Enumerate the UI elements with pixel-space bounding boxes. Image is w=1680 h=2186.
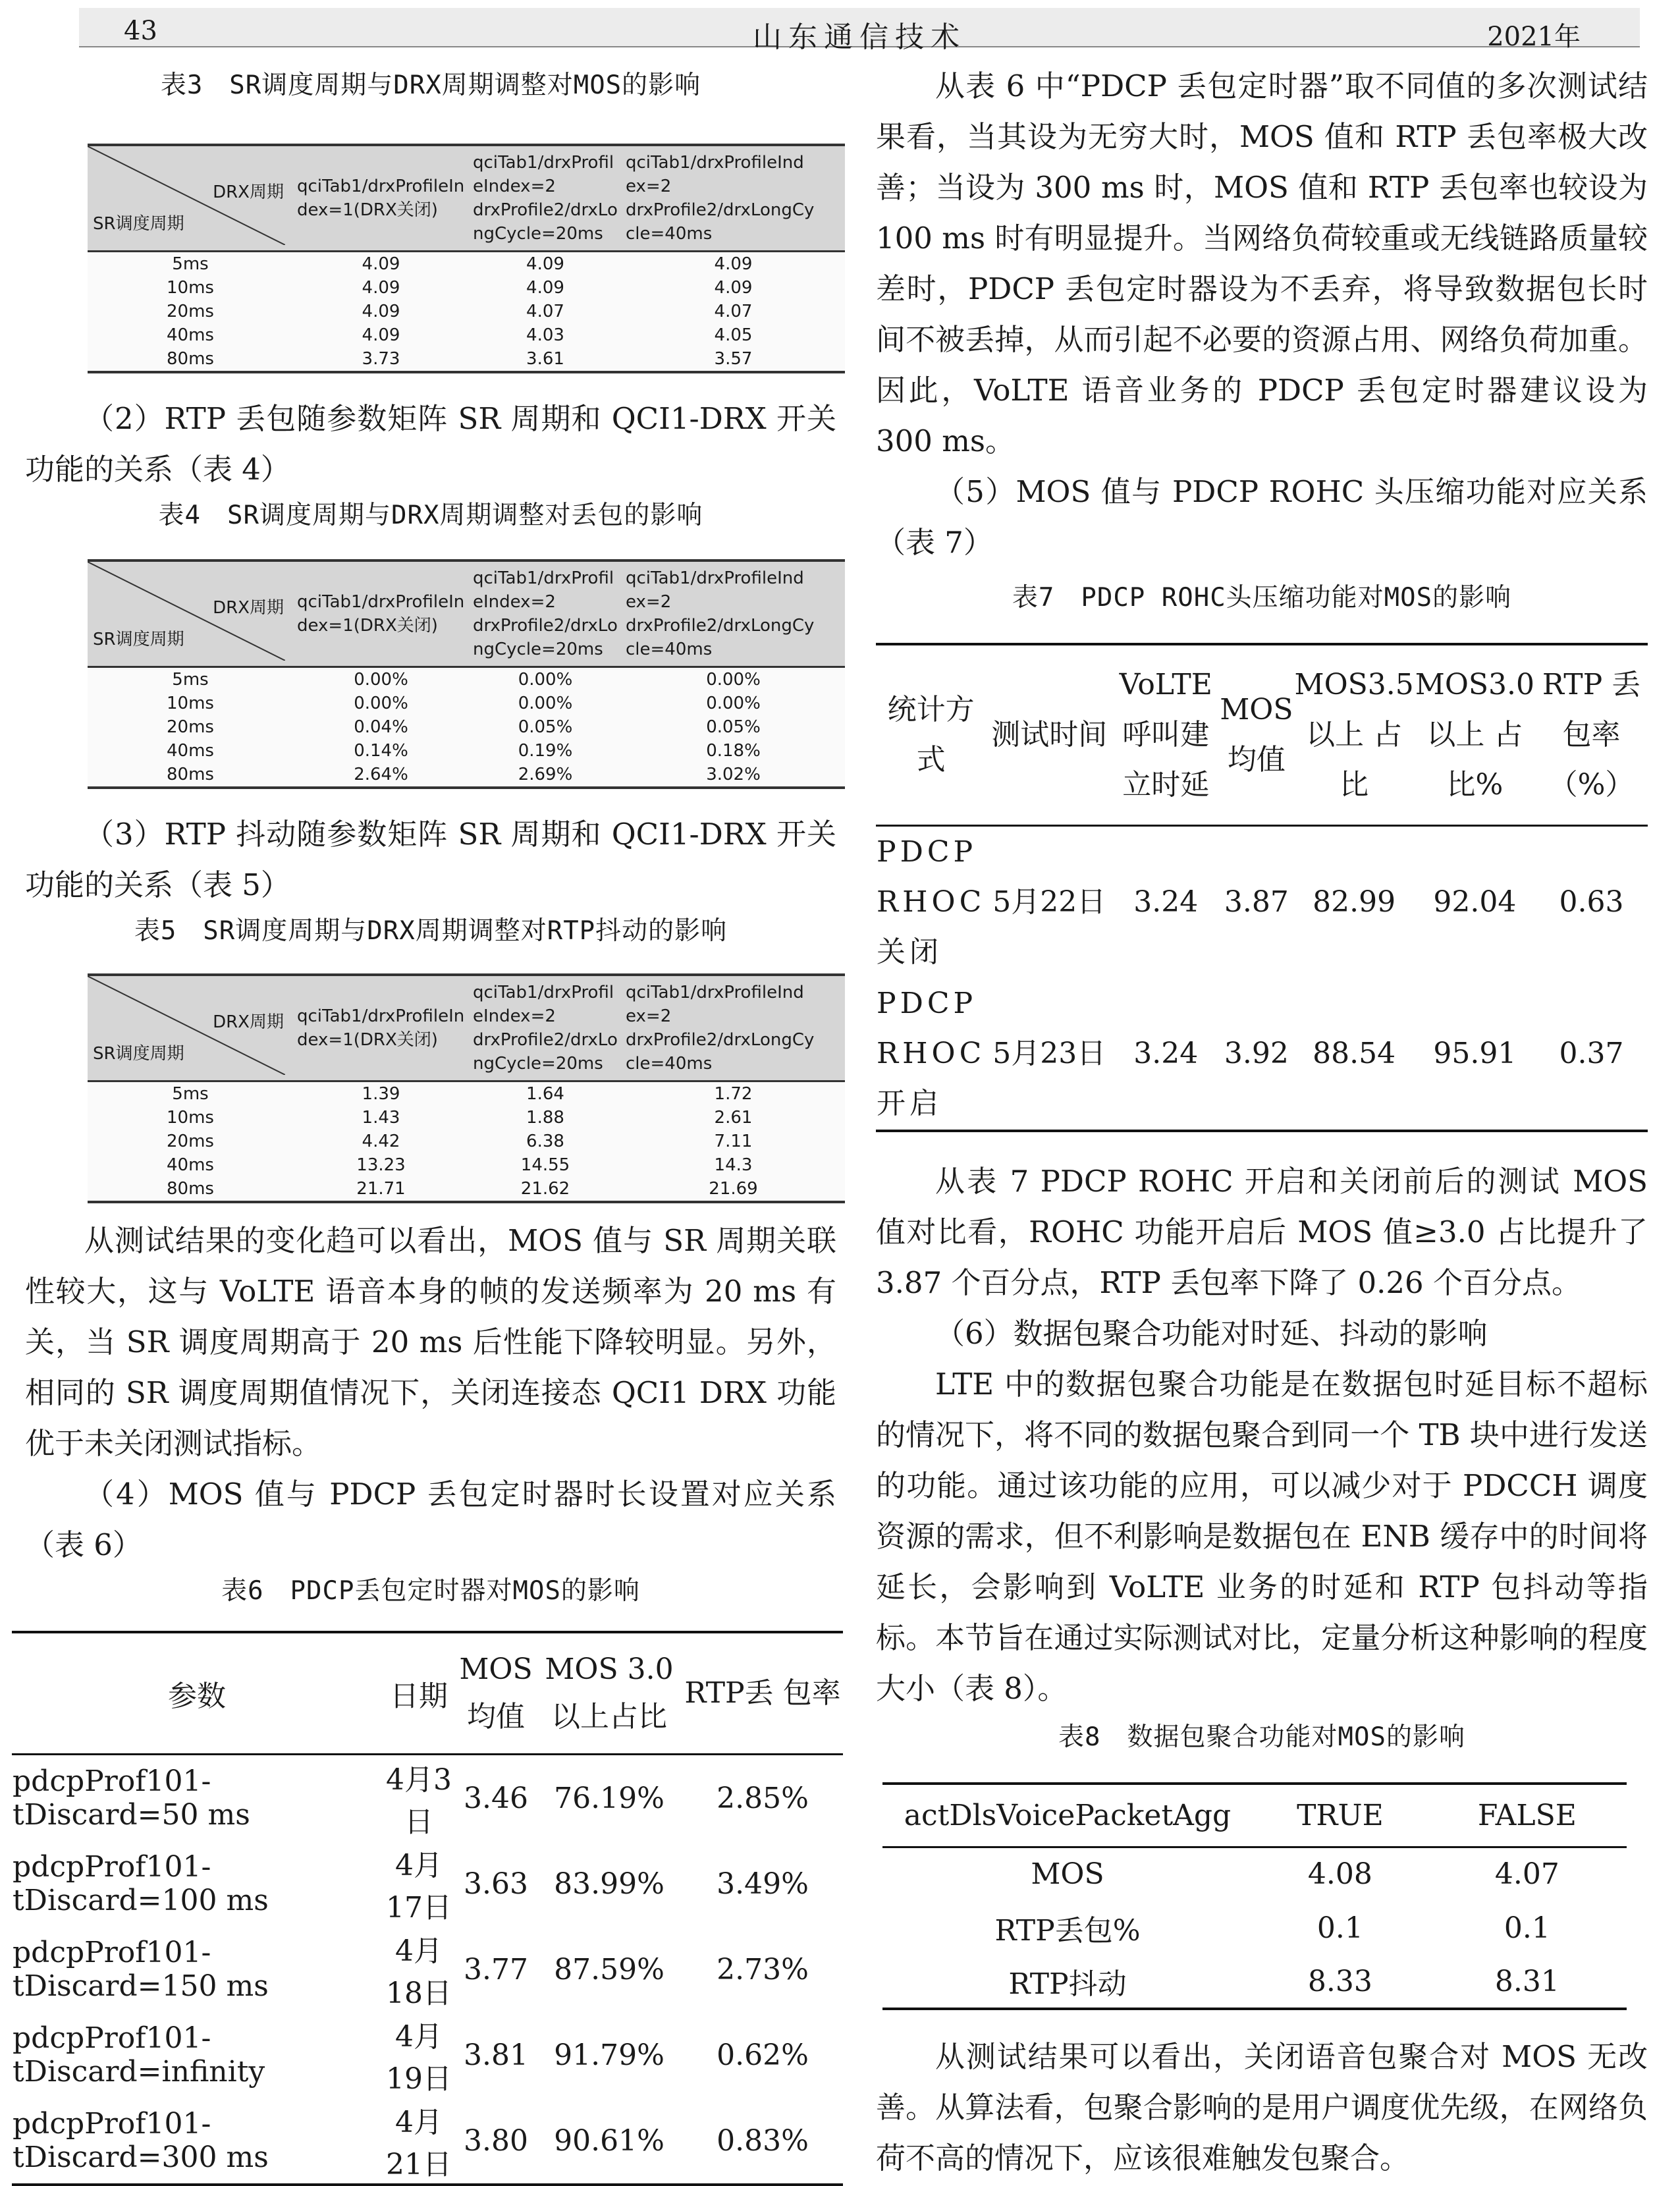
cell: 21.69 <box>622 1177 845 1202</box>
table5-corner-row: SR调度周期 <box>93 1044 184 1064</box>
table-row <box>88 1153 845 1177</box>
table6-header: MOS 均值 <box>456 1632 536 1755</box>
cell: 3.02% <box>622 763 845 788</box>
row-label: 20ms <box>88 300 293 323</box>
table4-corner <box>88 560 293 667</box>
table6-caption: 表6 PDCP丢包定时器对MOS的影响 <box>221 1576 640 1606</box>
row-label: 40ms <box>88 1153 293 1177</box>
table-row <box>882 1955 1627 2009</box>
table-row <box>12 2098 843 2185</box>
cell: 4.42 <box>293 1130 469 1153</box>
table3-corner-row: SR调度周期 <box>93 214 184 234</box>
cell: 83.99% <box>554 1867 664 1901</box>
row-label: 80ms <box>88 347 293 372</box>
row-label: 5ms <box>88 1081 293 1107</box>
table3-caption: 表3 SR调度周期与DRX周期调整对MOS的影响 <box>160 70 701 100</box>
cell: 0.00% <box>293 692 469 715</box>
cell: 90.61% <box>536 2098 682 2185</box>
table3-col-header: qciTab1/drxProfileIn dex=1(DRX关闭) <box>293 145 469 252</box>
table3-corner <box>88 145 293 252</box>
table5 <box>88 973 845 1203</box>
cell: 3.80 <box>456 2098 536 2185</box>
cell: 3.24 <box>1112 978 1219 1131</box>
cell: pdcpProf101-tDiscard=100 ms <box>13 1850 269 1917</box>
table5-corner <box>88 975 293 1081</box>
cell: 14.3 <box>622 1153 845 1177</box>
row-label: 5ms <box>88 252 293 277</box>
cell: 3.73 <box>293 347 469 372</box>
paragraph: （3）RTP 抖动随参数矩阵 SR 周期和 QCI1-DRX 开关功能的关系（表 5） <box>25 817 836 902</box>
cell: pdcpProf101-tDiscard=infinity <box>13 2021 265 2089</box>
table3 <box>88 144 845 373</box>
cell: 4.07 <box>469 300 622 323</box>
table7-header: 测试时间 <box>986 644 1112 826</box>
cell: 0.04% <box>293 715 469 739</box>
table-row <box>88 692 845 715</box>
cell: 4.07 <box>622 300 845 323</box>
cell: 4月3日 <box>386 1763 452 1839</box>
row-label: 20ms <box>88 715 293 739</box>
cell: 92.04 <box>1433 885 1517 919</box>
row-label: 10ms <box>88 276 293 300</box>
cell: 0.1 <box>1504 1911 1550 1945</box>
table-row <box>88 1081 845 1107</box>
cell: 0.63 <box>1559 885 1624 919</box>
row-label: 20ms <box>88 1130 293 1153</box>
cell: 4.09 <box>622 252 845 277</box>
cell: 3.63 <box>464 1867 528 1901</box>
cell: 0.00% <box>469 692 622 715</box>
table6-header: RTP丢 包率 <box>682 1632 843 1755</box>
cell: 4.09 <box>622 276 845 300</box>
cell: 0.14% <box>293 739 469 763</box>
left-column <box>13 53 841 2186</box>
cell: 3.57 <box>622 347 845 372</box>
table4-col-header: qciTab1/drxProfil eIndex=2 drxProfile2/drxLo ngCycle=20ms <box>469 560 622 667</box>
table-row <box>88 252 845 277</box>
row-label: 10ms <box>88 1106 293 1130</box>
table6-header: MOS 3.0 以上占比 <box>536 1632 682 1755</box>
cell: 14.55 <box>469 1153 622 1177</box>
table8-caption: 表8 数据包聚合功能对MOS的影响 <box>1058 1722 1465 1752</box>
paragraph: （2）RTP 丢包随参数矩阵 SR 周期和 QCI1-DRX 开关功能的关系（表 4） <box>25 401 836 487</box>
cell: 5月23日 <box>986 978 1112 1131</box>
cell: 3.77 <box>464 1952 528 1986</box>
cell: 4月17日 <box>386 1849 452 1925</box>
cell: 3.87 <box>1224 885 1289 919</box>
cell: 4.09 <box>469 252 622 277</box>
table7-header: MOS3.5 以上 占比 <box>1294 644 1415 826</box>
cell: 4.08 <box>1307 1857 1372 1892</box>
table-row <box>882 1847 1627 1901</box>
cell: 0.18% <box>622 739 845 763</box>
cell: 0.1 <box>1316 1911 1363 1945</box>
paragraph: 从测试结果可以看出，关闭语音包聚合对 MOS 无改善。从算法看，包聚合影响的是用户调度优先级，在网络负荷不高的情况下，应该很难触发包聚合。 <box>876 2039 1648 2175</box>
table8-header: FALSE <box>1428 1784 1627 1847</box>
cell: 6.38 <box>469 1130 622 1153</box>
table7-header: 统计方式 <box>876 644 986 826</box>
table3-corner-col: DRX周期 <box>213 182 284 202</box>
right-column <box>876 53 1648 2183</box>
table4-col-header: qciTab1/drxProfileInd ex=2 drxProfile2/drxLongCy cle=40ms <box>622 560 845 667</box>
cell: 1.39 <box>293 1081 469 1107</box>
table5-caption: 表5 SR调度周期与DRX周期调整对RTP抖动的影响 <box>134 916 728 946</box>
table-row <box>88 323 845 347</box>
cell: 4月18日 <box>386 1934 452 2010</box>
table8-header: actDlsVoicePacketAgg <box>882 1784 1253 1847</box>
cell: RTP抖动 <box>882 1955 1253 2009</box>
table6-header: 日期 <box>382 1632 456 1755</box>
cell: 0.00% <box>622 667 845 692</box>
cell: 4.09 <box>469 276 622 300</box>
issue-year: 2021年 <box>1487 22 1581 52</box>
table-row <box>88 1106 845 1130</box>
table8-header: TRUE <box>1253 1784 1428 1847</box>
table5-col-header: qciTab1/drxProfileIn dex=1(DRX关闭) <box>293 975 469 1081</box>
cell: 88.54 <box>1294 978 1415 1131</box>
cell: 7.11 <box>622 1130 845 1153</box>
cell: 1.88 <box>469 1106 622 1130</box>
cell: 0.37 <box>1535 978 1648 1131</box>
table4 <box>88 559 845 789</box>
table5-corner-col: DRX周期 <box>213 1012 284 1032</box>
running-header <box>79 8 1640 54</box>
table6-header: 参数 <box>12 1632 382 1755</box>
table4-corner-col: DRX周期 <box>213 598 284 618</box>
table-row <box>12 1841 843 1926</box>
cell: pdcpProf101-tDiscard=150 ms <box>13 1936 269 2003</box>
table7-caption: 表7 PDCP ROHC头压缩功能对MOS的影响 <box>1012 583 1512 613</box>
table4-col-header: qciTab1/drxProfileIn dex=1(DRX关闭) <box>293 560 469 667</box>
table-row <box>876 978 1648 1131</box>
cell: pdcpProf101-tDiscard=50 ms <box>13 1764 250 1832</box>
cell: 0.05% <box>469 715 622 739</box>
cell: 95.91 <box>1415 978 1535 1131</box>
table-row <box>88 1177 845 1202</box>
cell: 82.99 <box>1313 885 1396 919</box>
cell: 3.92 <box>1219 978 1293 1131</box>
table7-header: VoLTE 呼叫建 立时延 <box>1112 644 1219 826</box>
cell: 4月19日 <box>386 2020 452 2096</box>
table-row <box>876 826 1648 979</box>
cell: 87.59% <box>554 1952 664 1986</box>
cell: 2.69% <box>469 763 622 788</box>
table-row <box>88 347 845 372</box>
cell: 4.05 <box>622 323 845 347</box>
table-row <box>88 715 845 739</box>
row-label: 80ms <box>88 1177 293 1202</box>
cell: RTP丢包% <box>994 1914 1141 1948</box>
table3-col-header: qciTab1/drxProfileInd ex=2 drxProfile2/drxLongCy cle=40ms <box>622 145 845 252</box>
cell: 1.64 <box>469 1081 622 1107</box>
table-row <box>88 763 845 788</box>
table4-caption: 表4 SR调度周期与DRX周期调整对丢包的影响 <box>158 501 703 530</box>
paragraph: 从表 7 PDCP ROHC 开启和关闭前后的测试 MOS 值对比看，ROHC 功能开启后 MOS 值≥3.0 占比提升了 3.87 个百分点，RTP 丢包率下降了 0.26 个百分点。 <box>876 1164 1648 1300</box>
cell: 21.71 <box>293 1177 469 1202</box>
cell: 0.05% <box>622 715 845 739</box>
page-number: 43 <box>124 16 157 46</box>
cell: 3.61 <box>469 347 622 372</box>
cell: 5月22日 <box>992 885 1106 919</box>
cell: PDCP RHOC 关闭 <box>877 835 986 969</box>
table4-corner-row: SR调度周期 <box>93 630 184 649</box>
journal-title: 山东通信技术 <box>753 20 966 54</box>
paragraph: 从表 6 中“PDCP 丢包定时器”取不同值的多次测试结果看，当其设为无穷大时，MOS 值和 RTP 丢包率极大改善；当设为 300 ms 时，MOS 值和 RTP 丢包率也较设为 100 ms 时有明显提升。当网络负荷较重或无线链路质量较差时，PDCP 丢包定时器设为不丢弃，将导致数据包长时间不被丢掉，从而引起不必要的资源占用、网络负荷加重。因此，VoLTE 语音业务的 PDCP 丢包定时器建议设为 300 ms。 <box>876 68 1648 458</box>
cell: 8.31 <box>1428 1955 1627 2009</box>
row-label: 80ms <box>88 763 293 788</box>
row-label: 40ms <box>88 323 293 347</box>
paragraph: LTE 中的数据包聚合功能是在数据包时延目标不超标的情况下，将不同的数据包聚合到同一个 TB 块中进行发送的功能。通过该功能的应用，可以减少对于 PDCCH 调度资源的需求，但不利影响是数据包在 ENB 缓存中的时间将延长，会影响到 VoLTE 业务的时延和 RTP 包抖动等指标。本节旨在通过实际测试对比，定量分析这种影响的程度大小（表 8）。 <box>876 1367 1648 1706</box>
table7-header: MOS 均值 <box>1219 644 1293 826</box>
cell: 2.64% <box>293 763 469 788</box>
row-label: 40ms <box>88 739 293 763</box>
cell: 3.49% <box>717 1867 809 1901</box>
cell: 8.33 <box>1253 1955 1428 2009</box>
table6 <box>12 1631 843 2186</box>
cell: 2.73% <box>717 1952 809 1986</box>
cell: 4.09 <box>293 276 469 300</box>
cell: 1.72 <box>622 1081 845 1107</box>
table8 <box>882 1782 1627 2010</box>
cell: 4.03 <box>469 323 622 347</box>
paragraph: （6）数据包聚合功能对时延、抖动的影响 <box>935 1316 1488 1351</box>
paragraph: （4）MOS 值与 PDCP 丢包定时器时长设置对应关系（表 6） <box>25 1477 836 1562</box>
cell: 3.24 <box>1133 885 1199 919</box>
table-row <box>88 667 845 692</box>
table-row <box>12 1755 843 1842</box>
cell: 0.00% <box>293 667 469 692</box>
table5-col-header: qciTab1/drxProfileInd ex=2 drxProfile2/drxLongCy cle=40ms <box>622 975 845 1081</box>
table7-header: RTP 丢包率 （%） <box>1535 644 1648 826</box>
cell: 4.09 <box>293 300 469 323</box>
cell: 1.43 <box>293 1106 469 1130</box>
paragraph: （5）MOS 值与 PDCP ROHC 头压缩功能对应关系（表 7） <box>876 474 1648 560</box>
table-row <box>88 276 845 300</box>
cell: 76.19% <box>554 1781 664 1815</box>
cell: 0.83% <box>682 2098 843 2185</box>
cell: 4.09 <box>293 252 469 277</box>
cell: 4月21日 <box>382 2098 456 2185</box>
cell: 21.62 <box>469 1177 622 1202</box>
cell: 4.07 <box>1494 1857 1559 1892</box>
cell: 4.09 <box>293 323 469 347</box>
cell: PDCP RHOC 开启 <box>876 978 986 1131</box>
table-row <box>12 1926 843 2012</box>
cell: 3.46 <box>464 1781 528 1815</box>
cell: 2.85% <box>717 1781 809 1815</box>
table-row <box>88 739 845 763</box>
table7 <box>876 643 1648 1132</box>
table-row <box>882 1901 1627 1955</box>
cell: 0.00% <box>622 692 845 715</box>
paragraph: 从测试结果的变化趋可以看出，MOS 值与 SR 周期关联性较大，这与 VoLTE 语音本身的帧的发送频率为 20 ms 有关，当 SR 调度周期高于 20 ms 后性能下降较明显。另外，相同的 SR 调度周期值情况下，关闭连接态 QCI1 DRX 功能优于未关闭测试指标。 <box>25 1223 836 1461</box>
cell: 3.81 <box>464 2038 528 2072</box>
cell: 0.19% <box>469 739 622 763</box>
table-row <box>88 1130 845 1153</box>
table3-col-header: qciTab1/drxProfil eIndex=2 drxProfile2/drxLo ngCycle=20ms <box>469 145 622 252</box>
cell: 13.23 <box>293 1153 469 1177</box>
cell: pdcpProf101-tDiscard=300 ms <box>12 2098 382 2185</box>
table-row <box>12 2012 843 2098</box>
cell: MOS <box>1031 1857 1104 1892</box>
table-row <box>88 300 845 323</box>
row-label: 10ms <box>88 692 293 715</box>
table5-col-header: qciTab1/drxProfil eIndex=2 drxProfile2/drxLo ngCycle=20ms <box>469 975 622 1081</box>
cell: 0.00% <box>469 667 622 692</box>
row-label: 5ms <box>88 667 293 692</box>
table7-header: MOS3.0 以上 占比% <box>1415 644 1535 826</box>
cell: 2.61 <box>622 1106 845 1130</box>
cell: 91.79% <box>554 2038 664 2072</box>
cell: 0.62% <box>717 2038 809 2072</box>
